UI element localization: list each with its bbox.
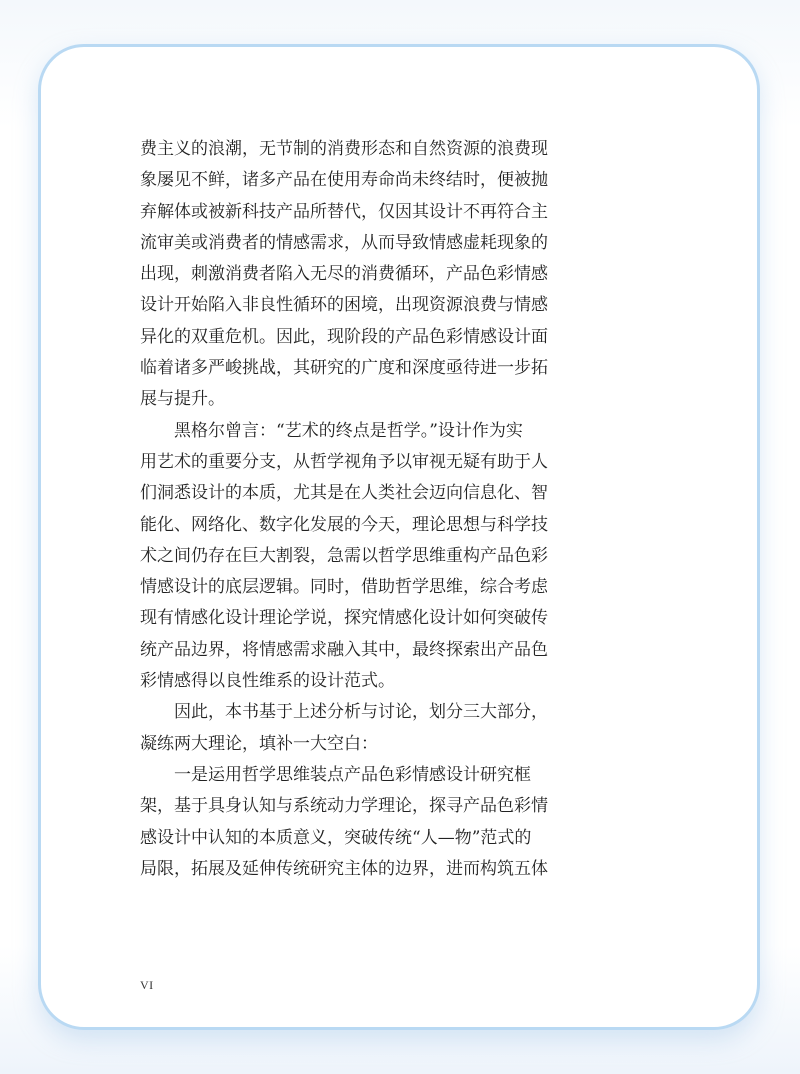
text-line: 临着诸多严峻挑战，其研究的广度和深度亟待进一步拓 <box>140 358 548 379</box>
text-line: 费主义的浪潮，无节制的消费形态和自然资源的浪费现 <box>140 139 548 159</box>
text-line: 架，基于具身认知与系统动力学理论，探寻产品色彩情 <box>140 796 548 817</box>
paragraph-2 <box>140 416 548 698</box>
paragraph-4 <box>140 760 548 885</box>
paragraph-1 <box>140 134 548 416</box>
text-line: 局限，拓展及延伸传统研究主体的边界，进而构筑五体 <box>140 858 548 879</box>
text-line: 异化的双重危机。因此，现阶段的产品色彩情感设计面 <box>140 326 548 347</box>
body-text <box>140 134 548 885</box>
text-line: 象屡见不鲜，诸多产品在使用寿命尚未终结时，便被抛 <box>140 170 548 191</box>
text-line: 统产品边界，将情感需求融入其中，最终探索出产品色 <box>140 639 548 660</box>
text-line: 展与提升。 <box>140 389 225 410</box>
text-line: 彩情感得以良性维系的设计范式。 <box>140 671 395 692</box>
text-line: 现有情感化设计理论学说，探究情感化设计如何突破传 <box>140 608 548 629</box>
text-line: 出现，刺激消费者陷入无尽的消费循环，产品色彩情感 <box>140 264 548 285</box>
text-line: 情感设计的底层逻辑。同时，借助哲学思维，综合考虑 <box>140 577 548 598</box>
text-line: 黑格尔曾言：“艺术的终点是哲学。”设计作为实 <box>174 420 523 441</box>
text-line: 流审美或消费者的情感需求，从而导致情感虚耗现象的 <box>140 232 548 253</box>
text-line: 们洞悉设计的本质，尤其是在人类社会迈向信息化、智 <box>140 483 548 504</box>
text-line: 因此，本书基于上述分析与讨论，划分三大部分， <box>174 702 548 723</box>
text-line: 一是运用哲学思维装点产品色彩情感设计研究框 <box>174 764 531 785</box>
text-line: 能化、网络化、数字化发展的今天，理论思想与科学技 <box>140 514 548 535</box>
text-line: 凝练两大理论，填补一大空白： <box>140 733 378 754</box>
text-line: 弃解体或被新科技产品所替代，仅因其设计不再符合主 <box>140 201 548 222</box>
paragraph-3 <box>140 697 548 760</box>
text-line: 术之间仍存在巨大割裂，急需以哲学思维重构产品色彩 <box>140 545 548 566</box>
text-line: 设计开始陷入非良性循环的困境，出现资源浪费与情感 <box>140 295 548 316</box>
text-line: 用艺术的重要分支，从哲学视角予以审视无疑有助于人 <box>140 451 548 472</box>
page-number: VI <box>140 978 154 992</box>
text-line: 感设计中认知的本质意义，突破传统“人—物”范式的 <box>140 827 532 848</box>
